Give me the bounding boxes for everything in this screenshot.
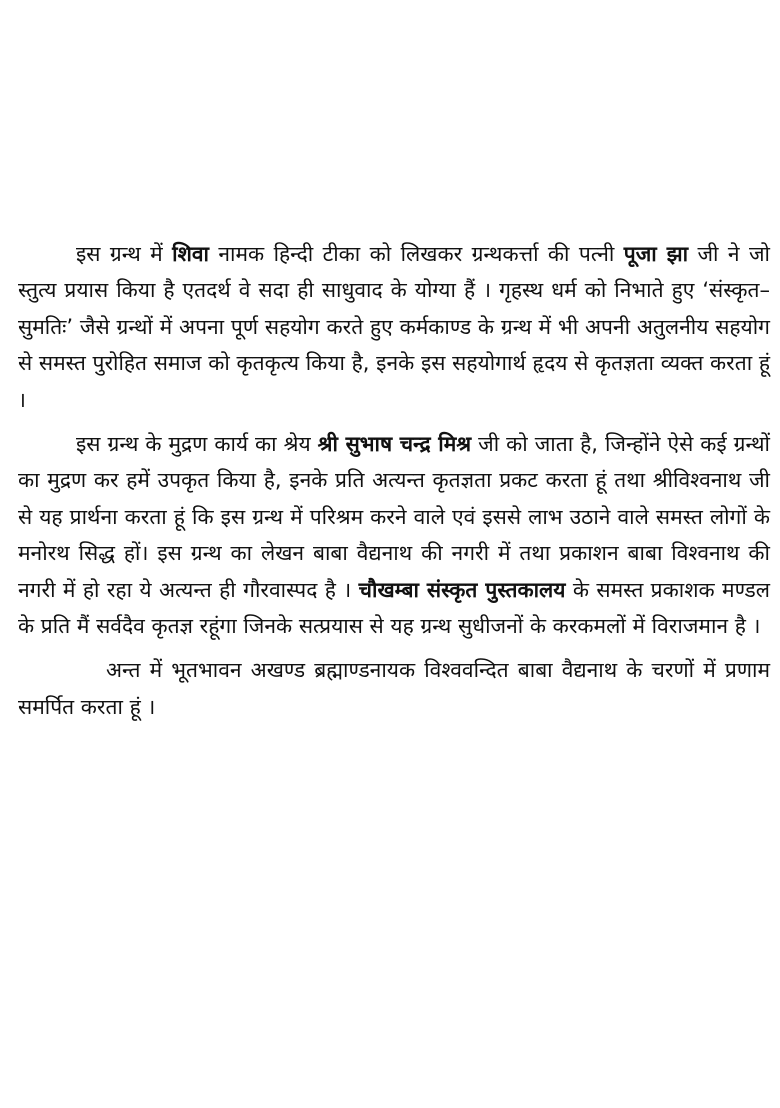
p1-text-1: इस ग्रन्थ में [76,242,173,266]
paragraph-2 [18,426,770,644]
p2-bold-subhash-mishra: श्री सुभाष चन्द्र मिश्र [317,432,472,457]
body-text [18,236,770,733]
p2-bold-publisher: चौखम्बा संस्कृत पुस्तकालय [358,577,566,602]
p2-text-1: इस ग्रन्थ के मुद्रण कार्य का श्रेय [76,432,318,457]
p2-text-2: जी को जाता है, जिन्होंने ऐसे कई ग्रन्थों का मुद्रण कर हमें उपकृत किया है, इनके प्रति अत्यन्त कृतज्ञता प्रकट करता हूं तथा श्रीविश्वनाथ जी से यह प्रार्थना करता हूं कि इस ग्रन्थ में परिश्रम करने वाले एवं इससे लाभ उठाने वाले समस्त लोगों के मनोरथ सिद्ध हों। इस ग्रन्थ का लेखन बाबा वैद्यनाथ की नगरी में तथा प्रकाशन बाबा विश्वनाथ की नगरी में हो रहा ये अत्यन्त ही गौरवास्पद है । [18,432,770,602]
p1-bold-pooja-jha: पूजा झा [623,242,689,266]
p1-text-2: नामक हिन्दी टीका को लिखकर ग्रन्थकर्त्ता की पत्नी [208,242,624,266]
paragraph-1 [18,236,770,418]
p1-text-3: जी ने जो स्तुत्य प्रयास किया है एतदर्थ वे सदा ही साधुवाद के योग्या हैं । गृहस्थ धर्म को निभाते हुए ‘संस्कृत–सुमतिः’ जैसे ग्रन्थों में अपना पूर्ण सहयोग करते हुए कर्मकाण्ड के ग्रन्थ में भी अपनी अतुलनीय सहयोग से समस्त पुरोहित समाज को कृतकृत्य किया है, इनके इस सहयोगार्थ हृदय से कृतज्ञता व्यक्त करता हूं । [18,242,770,412]
p2-text-3: के समस्त प्रकाशक मण्डल के प्रति मैं सर्वदैव कृतज्ञ रहूंगा जिनके सत्प्रयास से यह ग्रन्थ सुधीजनों के करकमलों में विराजमान है । [18,577,771,639]
paragraph-3 [18,652,770,725]
p1-bold-shiva: शिवा [172,242,209,266]
p3-text-1: अन्त में भूतभावन अखण्ड ब्रह्माण्डनायक विश्ववन्दित बाबा वैद्यनाथ के चरणों में प्रणाम समर्पित करता हूं । [18,658,770,719]
